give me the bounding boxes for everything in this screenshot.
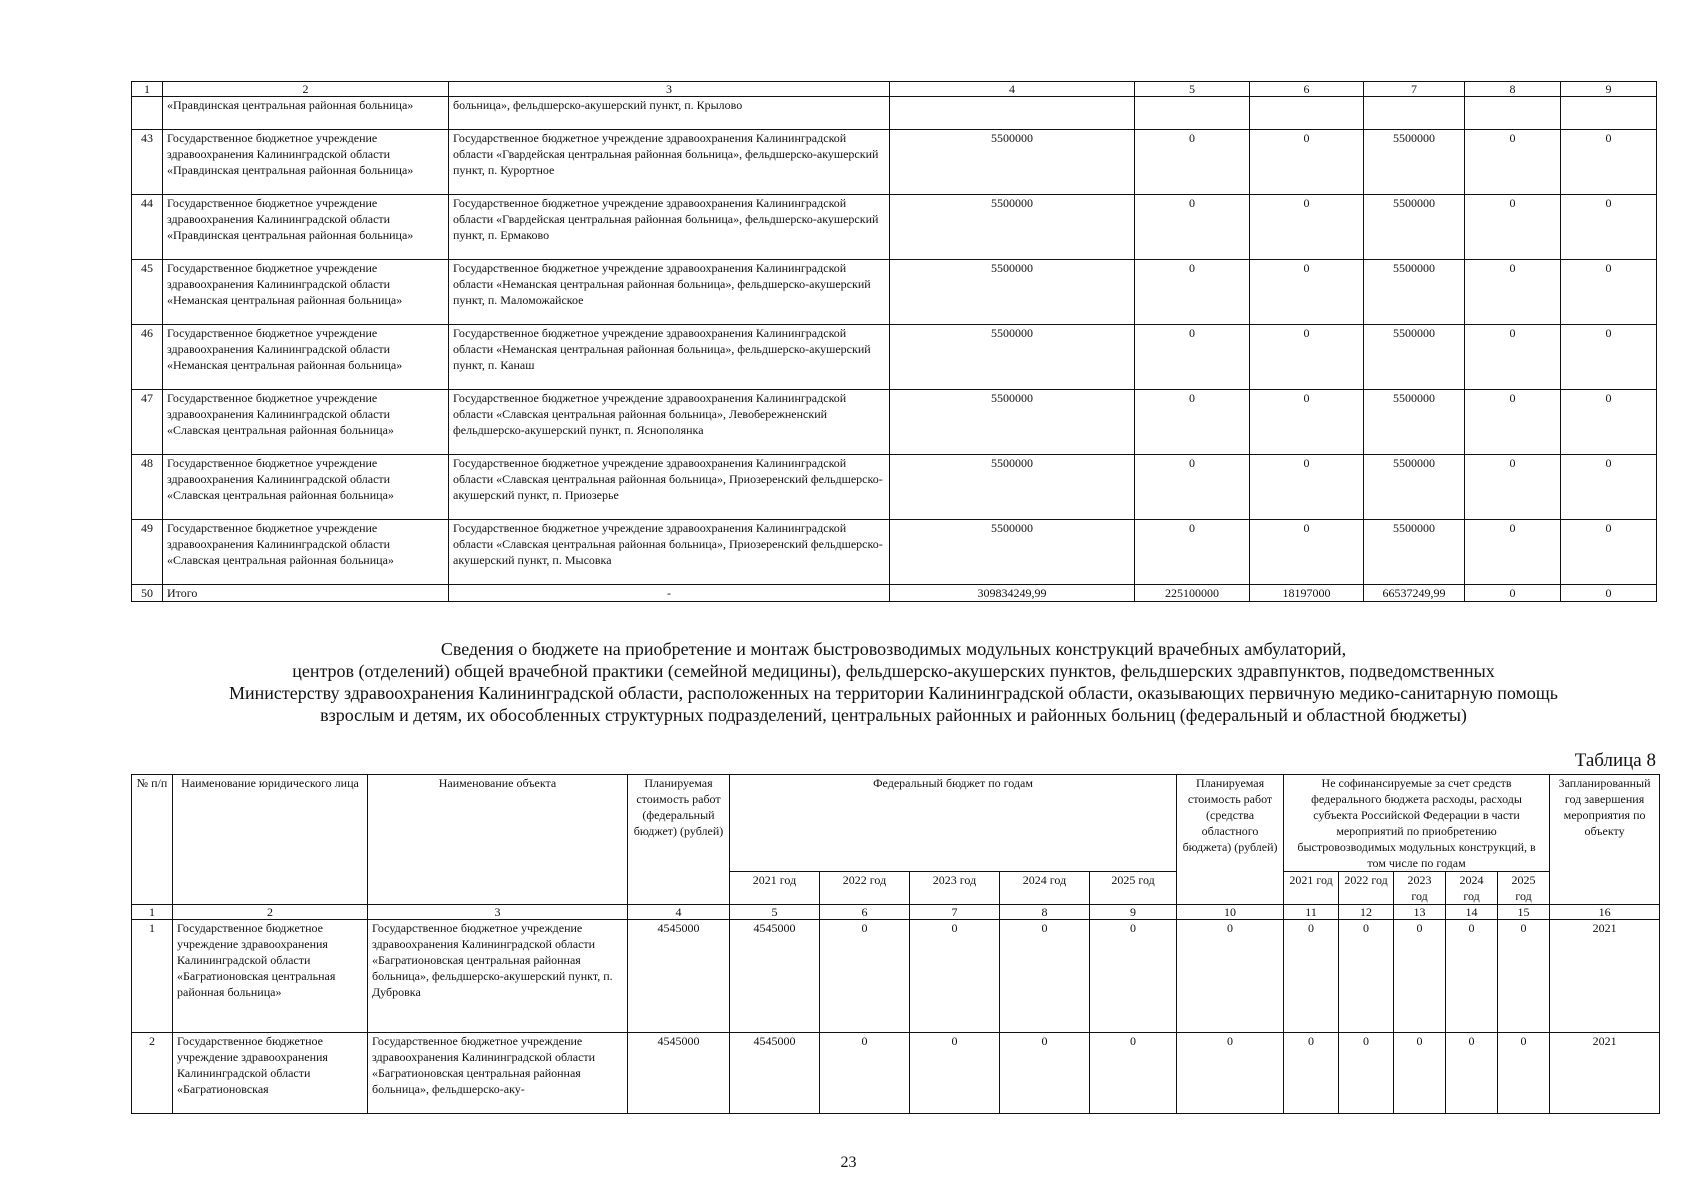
value-cell: 0 [820,920,910,1033]
budget-table [131,774,1660,1114]
header-year: 2021 год [1284,872,1339,905]
heading-line: Министерству здравоохранения Калининградской области, расположенных на территории Калининградской области, оказывающих первичную медико-санитарную помощь [228,683,1558,703]
value-cell: 5500000 [1364,520,1465,585]
header-year: 2025 год [1498,872,1550,905]
col-num: 9 [1561,82,1657,97]
value-cell: 5500000 [1364,325,1465,390]
value-cell: 0 [1250,260,1364,325]
legal-entity-cell: Государственное бюджетное учреждение здравоохранения Калининградской области «Правдинская центральная районная больница» [163,195,449,260]
value-cell: 0 [910,1033,1000,1114]
value-cell: 0 [1000,1033,1090,1114]
object-cell: Государственное бюджетное учреждение здравоохранения Калининградской области «Гвардейская центральная районная больница», фельдшерско-акушерский пункт, п. Ермаково [449,195,890,260]
value-cell: 0 [1284,1033,1339,1114]
value-cell: 309834249,99 [890,585,1135,602]
header-year: 2025 год [1090,872,1177,905]
header-year: 2024 год [1000,872,1090,905]
value-cell: 5500000 [1364,390,1465,455]
header-legal-entity: Наименование юридического лица [173,775,368,905]
value-cell: 18197000 [1250,585,1364,602]
value-cell: 0 [1561,195,1657,260]
value-cell: 0 [1250,520,1364,585]
value-cell: 5500000 [1364,195,1465,260]
section-heading [131,638,1656,726]
row-number: 47 [132,390,163,455]
total-row [132,585,1657,602]
page-number: 23 [840,1154,857,1171]
col-num: 11 [1284,905,1339,920]
total-label: Итого [163,585,449,602]
table-row [132,390,1657,455]
value-cell: 5500000 [1364,260,1465,325]
col-num: 2 [163,82,449,97]
value-cell: 0 [1339,920,1394,1033]
value-cell: 5500000 [890,195,1135,260]
col-num: 7 [910,905,1000,920]
table-row [132,130,1657,195]
value-cell: 0 [1394,920,1446,1033]
value-cell: 0 [1135,325,1250,390]
object-cell: Государственное бюджетное учреждение здравоохранения Калининградской области «Славская центральная районная больница», Приозеренский фельдшерско-акушерский пункт, п. Мысовка [449,520,890,585]
col-num: 13 [1394,905,1446,920]
value-cell: 0 [1561,520,1657,585]
legal-entity-cell: Государственное бюджетное учреждение здравоохранения Калининградской области «Багратионовская центральная районная больница» [173,920,368,1033]
legal-entity-cell: «Правдинская центральная районная больница» [163,97,449,130]
table-row [132,97,1657,130]
row-number [132,97,163,130]
value-cell: 0 [1177,920,1284,1033]
value-cell: 66537249,99 [1364,585,1465,602]
value-cell: 5500000 [1364,130,1465,195]
col-num: 9 [1090,905,1177,920]
value-cell: 5500000 [890,260,1135,325]
value-cell: 0 [1465,130,1561,195]
col-num: 6 [820,905,910,920]
col-num: 1 [132,82,163,97]
table-row [132,520,1657,585]
value-cell: 0 [1135,195,1250,260]
col-num: 4 [628,905,730,920]
value-cell: 225100000 [1135,585,1250,602]
value-cell: 0 [1135,390,1250,455]
row-number: 2 [132,1033,173,1114]
header-year: 2023 год [910,872,1000,905]
legal-entity-cell: Государственное бюджетное учреждение здравоохранения Калининградской области «Славская центральная районная больница» [163,455,449,520]
object-cell: Государственное бюджетное учреждение здравоохранения Калининградской области «Неманская центральная районная больница», фельдшерско-акушерский пункт, п. Маломожайское [449,260,890,325]
heading-line: центров (отделений) общей врачебной практики (семейной медицины), фельдшерско-акушерских пунктов, фельдшерских здравпунктов, подведомственных [292,661,1495,681]
value-cell: 0 [1561,260,1657,325]
row-number: 45 [132,260,163,325]
value-cell: 0 [1135,260,1250,325]
value-cell: 4545000 [730,1033,820,1114]
value-cell: 5500000 [890,520,1135,585]
value-cell: 0 [1465,325,1561,390]
object-cell: Государственное бюджетное учреждение здравоохранения Калининградской области «Багратионовская центральная районная больница», фельдшерско-аку- [368,1033,628,1114]
col-num: 15 [1498,905,1550,920]
header-year: 2024 год [1446,872,1498,905]
value-cell: 0 [1090,1033,1177,1114]
col-num: 6 [1250,82,1364,97]
object-cell: - [449,585,890,602]
col-num: 8 [1465,82,1561,97]
header-num: № п/п [132,775,173,905]
col-num: 2 [173,905,368,920]
value-cell: 0 [1561,390,1657,455]
object-cell: Государственное бюджетное учреждение здравоохранения Калининградской области «Славская центральная районная больница», Приозеренский фельдшерско-акушерский пункт, п. Приозерье [449,455,890,520]
value-cell: 0 [1465,585,1561,602]
value-cell: 0 [1135,455,1250,520]
header-year: 2021 год [730,872,820,905]
row-number: 43 [132,130,163,195]
legal-entity-cell: Государственное бюджетное учреждение здравоохранения Калининградской области «Славская центральная районная больница» [163,520,449,585]
col-num: 3 [449,82,890,97]
value-cell: 5500000 [890,455,1135,520]
table-row [132,920,1660,1033]
col-num: 10 [1177,905,1284,920]
value-cell: 5500000 [890,130,1135,195]
value-cell: 0 [1465,390,1561,455]
column-number-row [132,905,1660,920]
header-federal-by-year: Федеральный бюджет по годам [730,775,1177,872]
value-cell: 0 [1135,520,1250,585]
value-cell: 2021 [1550,1033,1660,1114]
header-year: 2022 год [1339,872,1394,905]
legal-entity-cell: Государственное бюджетное учреждение здравоохранения Калининградской области «Багратионовская [173,1033,368,1114]
value-cell: 0 [1465,260,1561,325]
value-cell: 0 [1561,130,1657,195]
value-cell: 0 [1250,455,1364,520]
legal-entity-cell: Государственное бюджетное учреждение здравоохранения Калининградской области «Славская центральная районная больница» [163,390,449,455]
header-not-cofinanced: Не софинансируемые за счет средств федерального бюджета расходы, расходы субъекта Российской Федерации в части мероприятий по приобретению быстровозводимых модульных конструкций, в том числе по годам [1284,775,1550,872]
header-year: 2023 год [1394,872,1446,905]
table-row [132,195,1657,260]
legal-entity-cell: Государственное бюджетное учреждение здравоохранения Калининградской области «Неманская центральная районная больница» [163,260,449,325]
value-cell: 0 [1250,130,1364,195]
value-cell: 0 [1394,1033,1446,1114]
table-row [132,260,1657,325]
value-cell: 5500000 [890,325,1135,390]
value-cell: 0 [1135,130,1250,195]
table-row [132,1033,1660,1114]
header-year: 2022 год [820,872,910,905]
value-cell: 0 [910,920,1000,1033]
value-cell: 0 [1561,455,1657,520]
value-cell: 0 [1177,1033,1284,1114]
value-cell: 0 [820,1033,910,1114]
table-row [132,455,1657,520]
row-number: 48 [132,455,163,520]
row-number: 44 [132,195,163,260]
heading-line: взрослым и детям, их обособленных структурных подразделений, центральных районных и районных больниц (федеральный и областной бюджеты) [320,705,1467,725]
col-num: 5 [1135,82,1250,97]
value-cell: 0 [1090,920,1177,1033]
value-cell: 0 [1498,920,1550,1033]
value-cell: 0 [1498,1033,1550,1114]
col-num: 1 [132,905,173,920]
row-number: 46 [132,325,163,390]
row-number: 1 [132,920,173,1033]
value-cell: 0 [1561,325,1657,390]
row-number: 50 [132,585,163,602]
value-cell: 0 [1446,920,1498,1033]
header-row [132,775,1660,872]
row-number: 49 [132,520,163,585]
value-cell: 0 [1465,195,1561,260]
header-planned-cost-fed: Планируемая стоимость работ (федеральный бюджет) (рублей) [628,775,730,905]
value-cell: 0 [1000,920,1090,1033]
col-num: 12 [1339,905,1394,920]
column-number-row [132,82,1657,97]
value-cell: 0 [1339,1033,1394,1114]
header-planned-cost-reg: Планируемая стоимость работ (средства областного бюджета) (рублей) [1177,775,1284,905]
value-cell: 0 [1284,920,1339,1033]
header-planned-year: Запланированный год завершения мероприятия по объекту [1550,775,1660,905]
value-cell: 0 [1250,325,1364,390]
value-cell: 0 [1465,520,1561,585]
table-caption: Таблица 8 [1574,750,1656,771]
value-cell: 0 [1465,455,1561,520]
continuation-table [131,81,1657,602]
legal-entity-cell: Государственное бюджетное учреждение здравоохранения Калининградской области «Правдинская центральная районная больница» [163,130,449,195]
col-num: 3 [368,905,628,920]
value-cell: 0 [1250,195,1364,260]
value-cell: 4545000 [628,920,730,1033]
heading-line: Сведения о бюджете на приобретение и монтаж быстровозводимых модульных конструкций врачебных амбулаторий, [440,639,1347,659]
col-num: 5 [730,905,820,920]
value-cell: 5500000 [890,390,1135,455]
legal-entity-cell: Государственное бюджетное учреждение здравоохранения Калининградской области «Неманская центральная районная больница» [163,325,449,390]
object-cell: Государственное бюджетное учреждение здравоохранения Калининградской области «Неманская центральная районная больница», фельдшерско-акушерский пункт, п. Канаш [449,325,890,390]
value-cell: 4545000 [730,920,820,1033]
value-cell: 2021 [1550,920,1660,1033]
value-cell: 4545000 [628,1033,730,1114]
value-cell: 5500000 [1364,455,1465,520]
col-num: 8 [1000,905,1090,920]
object-cell: Государственное бюджетное учреждение здравоохранения Калининградской области «Гвардейская центральная районная больница», фельдшерско-акушерский пункт, п. Курортное [449,130,890,195]
col-num: 7 [1364,82,1465,97]
header-object: Наименование объекта [368,775,628,905]
object-cell: больница», фельдшерско-акушерский пункт, п. Крылово [449,97,890,130]
object-cell: Государственное бюджетное учреждение здравоохранения Калининградской области «Багратионовская центральная районная больница», фельдшерско-акушерский пункт, п. Дубровка [368,920,628,1033]
object-cell: Государственное бюджетное учреждение здравоохранения Калининградской области «Славская центральная районная больница», Левобережненский фельдшерско-акушерский пункт, п. Яснополянка [449,390,890,455]
value-cell: 0 [1250,390,1364,455]
value-cell: 0 [1561,585,1657,602]
table-row [132,325,1657,390]
col-num: 16 [1550,905,1660,920]
col-num: 14 [1446,905,1498,920]
col-num: 4 [890,82,1135,97]
value-cell: 0 [1446,1033,1498,1114]
